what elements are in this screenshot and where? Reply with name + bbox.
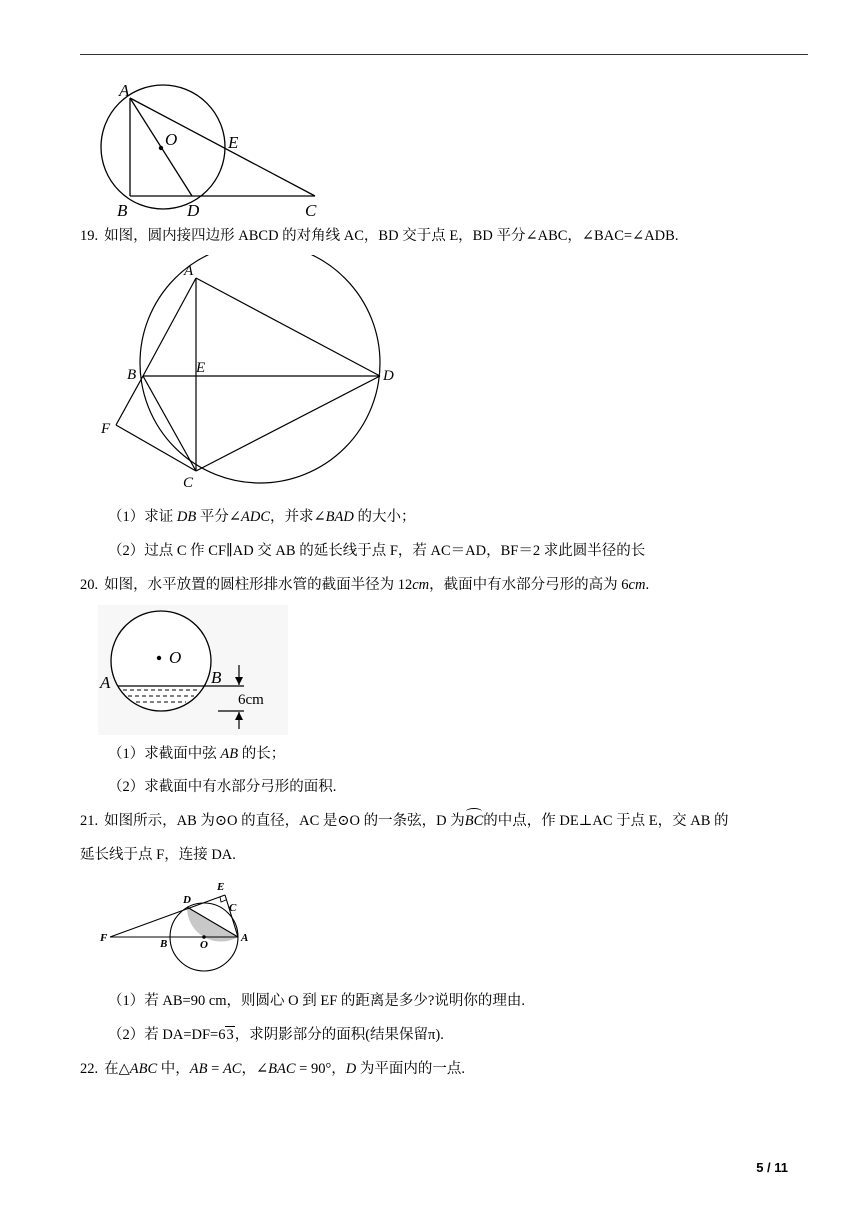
text: 的长； — [238, 746, 286, 762]
label-D: D — [183, 894, 191, 906]
figure-q21 — [98, 875, 258, 975]
question-22-number: 22. — [80, 1061, 99, 1077]
text: 如图所示，AB 为⊙O 的直径，AC 是⊙O 的一条弦，D 为 — [104, 813, 465, 829]
text: AC — [222, 1061, 242, 1077]
text: 的中点，作 DE⊥AC 于点 E，交 AB 的 — [483, 813, 729, 829]
question-19-part2: （2）过点 C 作 CF∥AD 交 AB 的延长线于点 F，若 AC＝AD，BF＝2 求此圆半径的长 — [108, 543, 646, 559]
label-E: E — [217, 881, 225, 893]
question-19-text: 如图，圆内接四边形 ABCD 的对角线 AC，BD 交于点 E，BD 平分∠ABC，∠BAC=∠ADB. — [104, 228, 679, 244]
text: AB — [220, 746, 239, 762]
text: = — [207, 1061, 223, 1077]
text: AB — [189, 1061, 208, 1077]
label-A: A — [100, 673, 111, 692]
text: BAD — [325, 509, 354, 525]
label-F: F — [100, 932, 108, 944]
text: cm — [412, 577, 430, 593]
label-A: A — [184, 263, 194, 279]
label-C: C — [305, 201, 317, 220]
text: （2）若 DA=DF=6 — [108, 1027, 226, 1043]
label-B: B — [127, 367, 137, 383]
label-O: O — [169, 648, 182, 667]
question-21-stem — [80, 811, 729, 831]
text: D — [345, 1061, 357, 1077]
text: ABC — [129, 1061, 158, 1077]
question-19-part1 — [108, 507, 415, 527]
figure-q19 — [95, 255, 405, 490]
label-6cm: 6cm — [238, 692, 264, 708]
question-21-part1: （1）若 AB=90 cm，则圆心 O 到 EF 的距离是多少?说明你的理由. — [108, 993, 525, 1009]
text: 平分∠ — [196, 509, 241, 525]
text: BAC — [268, 1061, 296, 1077]
header-rule — [80, 54, 808, 55]
text: ADC — [241, 509, 270, 525]
text: ，∠ — [241, 1061, 269, 1077]
text: ，求阴影部分的面积(结果保留π). — [234, 1027, 444, 1043]
text: . — [645, 577, 650, 593]
figure-q20 — [98, 605, 288, 735]
label-D: D — [383, 368, 394, 384]
text: ，并求∠ — [270, 509, 326, 525]
question-20-part1 — [108, 744, 285, 764]
label-F: F — [101, 421, 111, 437]
arc-bc: BC — [464, 813, 484, 829]
label-A: A — [241, 932, 249, 944]
text: 的大小； — [353, 509, 416, 525]
question-19-stem — [80, 226, 678, 246]
text: （1）求证 — [108, 509, 177, 525]
sqrt-value: 3 — [226, 1027, 234, 1043]
label-B: B — [160, 938, 168, 950]
label-O: O — [200, 939, 208, 951]
label-E: E — [228, 133, 239, 152]
text: 如图，水平放置的圆柱形排水管的截面半径为 12 — [104, 577, 413, 593]
label-O: O — [165, 130, 178, 149]
question-21-stem-line2: 延长线于点 F，连接 DA. — [80, 847, 236, 863]
question-21-number: 21. — [80, 813, 99, 829]
text: ，截面中有水部分弓形的高为 6 — [429, 577, 629, 593]
label-A: A — [119, 81, 130, 100]
page-number: 5 / 11 — [756, 1160, 788, 1175]
text: 为平面内的一点. — [356, 1061, 465, 1077]
label-B: B — [117, 201, 128, 220]
text: 中， — [157, 1061, 190, 1077]
label-C: C — [183, 475, 194, 490]
figure-q18 — [95, 78, 335, 223]
question-20-stem — [80, 575, 649, 595]
text: （1）求截面中弦 — [108, 746, 221, 762]
label-D: D — [187, 201, 200, 220]
text: = 90°， — [295, 1061, 346, 1077]
text: 在△ — [104, 1061, 130, 1077]
label-B: B — [211, 668, 222, 687]
question-20-part2: （2）求截面中有水部分弓形的面积. — [108, 779, 337, 795]
text: DB — [176, 509, 197, 525]
question-22-stem — [80, 1059, 465, 1079]
question-21-part2 — [108, 1025, 444, 1045]
question-20-number: 20. — [80, 577, 99, 593]
question-19-number: 19. — [80, 228, 99, 244]
label-E: E — [196, 360, 206, 376]
label-C: C — [229, 902, 237, 914]
text: cm — [628, 577, 646, 593]
